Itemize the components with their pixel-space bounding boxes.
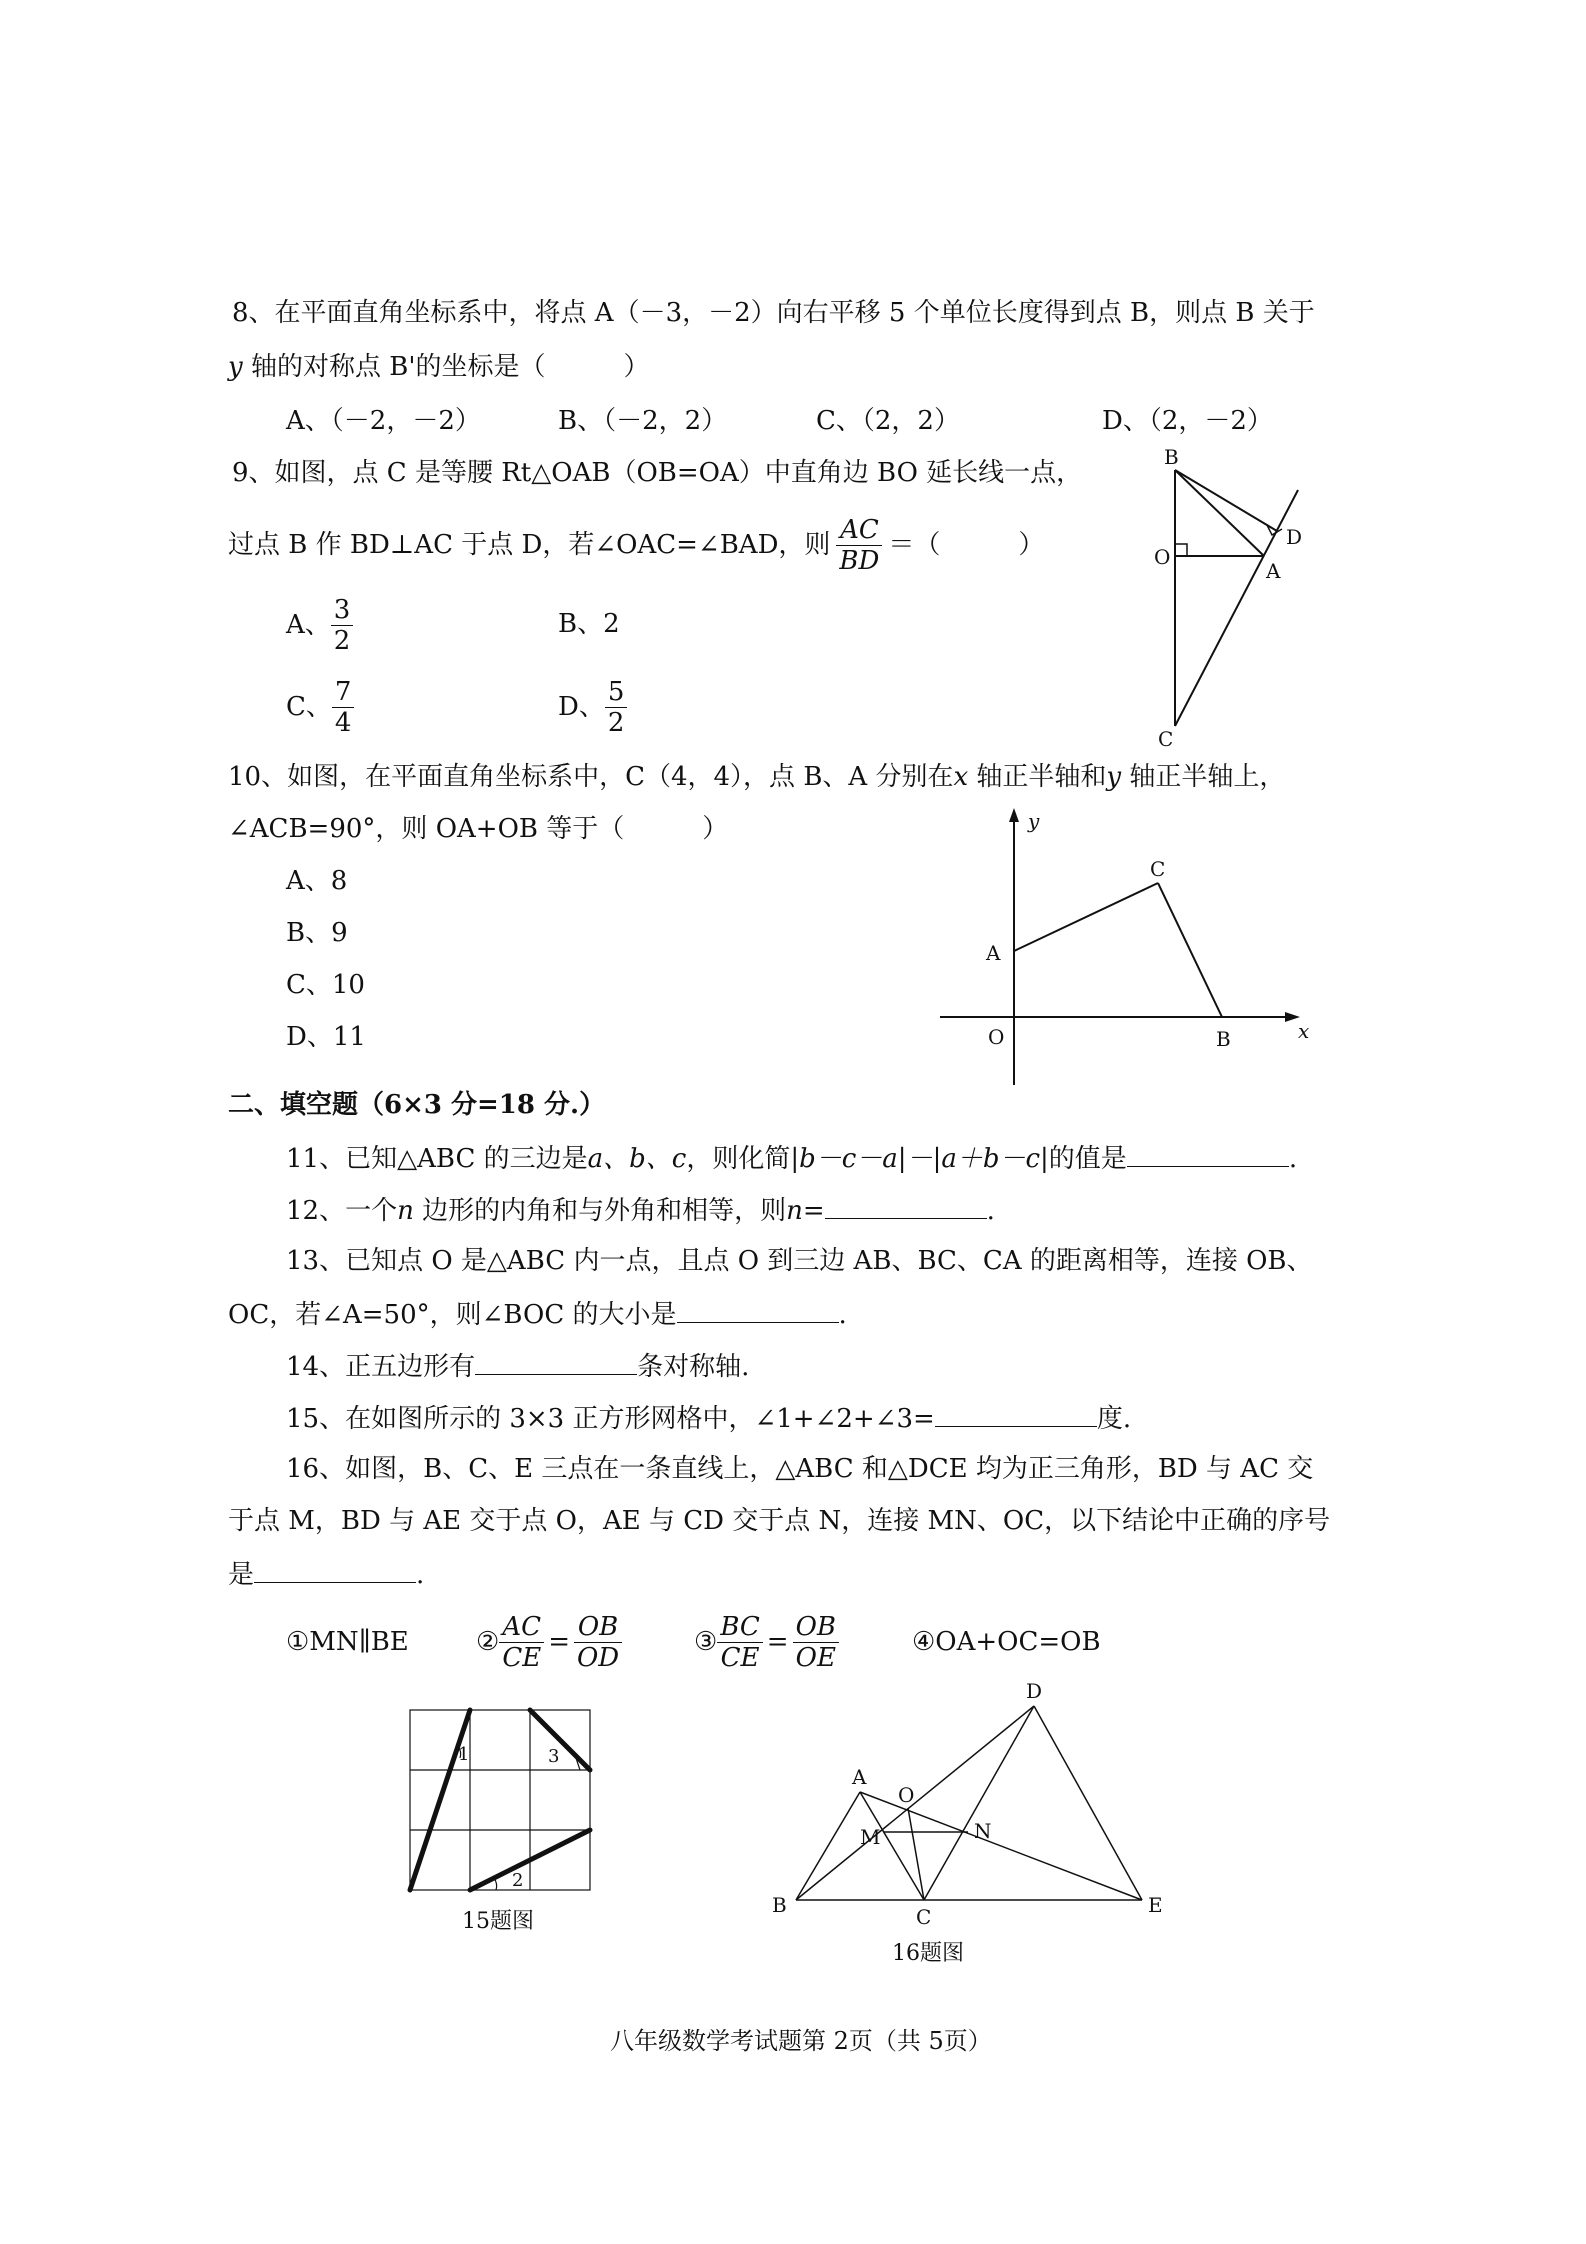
q16-opt2-prefix: ② <box>476 1627 500 1657</box>
q9-opt-d-frac <box>605 677 628 738</box>
q16-opt3-frac2 <box>793 1612 839 1673</box>
q9-line2-end: ＝（ ） <box>888 530 1045 560</box>
q9-label-c: C <box>1158 727 1174 751</box>
q14-text-b: 条对称轴. <box>637 1352 750 1382</box>
q16-opt3-prefix: ③ <box>694 1627 718 1657</box>
q12-var-n2: n <box>786 1196 803 1226</box>
q8-line1: 8、在平面直角坐标系中，将点 A（－3，－2）向右平移 5 个单位长度得到点 B，则点 B 关于 <box>232 298 1315 328</box>
q16-line3-end: . <box>416 1560 425 1590</box>
fig16-label-m: M <box>860 1825 881 1849</box>
fig15-angle-label-2: 2 <box>512 1870 524 1891</box>
q10-line1c: 轴正半轴上， <box>1121 762 1286 792</box>
q10-figure <box>930 800 1320 1090</box>
q9-line2 <box>228 510 1044 580</box>
q9-option-c <box>286 672 354 742</box>
fig15-caption: 15题图 <box>462 1909 534 1934</box>
q10-option-a: A、8 <box>286 866 348 896</box>
q16-opt2-d1: CE <box>502 1642 542 1673</box>
q16-line3-text: 是 <box>228 1560 255 1590</box>
q9-figure <box>1130 440 1330 750</box>
q9-opt-c-frac <box>332 677 355 738</box>
q13-line2-text: OC，若∠A=50°，则∠BOC 的大小是 <box>228 1300 677 1330</box>
q16-opt1: ①MN∥BE <box>286 1627 409 1657</box>
q10-option-d: D、11 <box>286 1022 366 1052</box>
q16-line2: 于点 M，BD 与 AE 交于点 O，AE 与 CD 交于点 N，连接 MN、OC，以下结论中正确的序号 <box>228 1506 1331 1536</box>
q9-opt-c-prefix: C、 <box>286 692 332 722</box>
q13-answer-blank <box>677 1296 839 1323</box>
q9-line1: 9、如图，点 C 是等腰 Rt△OAB（OB=OA）中直角边 BO 延长线一点， <box>232 458 1083 488</box>
q11-text-c: 的值是 <box>1048 1144 1127 1174</box>
q9-fraction <box>836 515 882 576</box>
q16-opt3-n1: BC <box>717 1612 762 1643</box>
q9-opt-c-den: 4 <box>334 707 352 738</box>
q11-vars: a、b、c <box>587 1144 687 1174</box>
q12-text-c: = <box>802 1196 825 1226</box>
q8-var-y: y <box>228 352 243 382</box>
q12-text-b: 边形的内角和与外角和相等，则 <box>413 1196 787 1226</box>
q9-label-d: D <box>1286 525 1303 549</box>
q10-line2: ∠ACB=90°，则 OA+OB 等于（ ） <box>228 814 729 844</box>
fig15-segment-1 <box>410 1710 470 1890</box>
q15-text-b: 度. <box>1096 1404 1132 1434</box>
q10-label-b: B <box>1216 1027 1231 1051</box>
q9-option-d <box>558 672 627 742</box>
q9-line-cd <box>1175 490 1298 726</box>
q16-opt4: ④OA+OC=OB <box>912 1627 1101 1657</box>
q10-label-o: O <box>988 1025 1005 1049</box>
q9-opt-a-num: 3 <box>331 595 354 626</box>
fig16-line-ae <box>860 1792 1142 1900</box>
q16-opt3 <box>694 1604 839 1680</box>
fig15-angle-label-3: 3 <box>548 1746 560 1767</box>
q8-line2-text: 轴的对称点 B'的坐标是（ ） <box>242 352 650 382</box>
fig16-label-e: E <box>1148 1893 1163 1917</box>
q16-opt2-equals: = <box>548 1627 570 1657</box>
q13-end: . <box>838 1300 847 1330</box>
q16-answer-blank <box>254 1556 416 1583</box>
page-footer: 八年级数学考试题第 2页（共 5页） <box>610 2027 992 2055</box>
q10-line-cb <box>1158 883 1222 1017</box>
q9-line-ab <box>1175 470 1264 556</box>
q10-label-y: y <box>1028 809 1040 833</box>
fig16-line-de <box>1034 1706 1142 1900</box>
q16-line1: 16、如图，B、C、E 三点在一条直线上，△ABC 和△DCE 均为正三角形，BD 与 AC 交 <box>286 1454 1314 1484</box>
q16-opt2 <box>476 1604 622 1680</box>
fig16-label-b: B <box>772 1893 787 1917</box>
fig15-angle-label-1: 1 <box>458 1744 470 1765</box>
q12-answer-blank <box>825 1192 987 1219</box>
fig16-label-d: D <box>1026 1679 1043 1703</box>
q9-line-bd <box>1175 470 1277 531</box>
q9-option-a <box>286 590 353 660</box>
section2-title: 二、填空题（6×3 分=18 分.） <box>228 1090 606 1120</box>
q8-option-d: D、（2，－2） <box>1102 406 1273 436</box>
q16-line3 <box>228 1556 424 1592</box>
q16-opt3-d2: OE <box>795 1642 836 1673</box>
q9-opt-c-num: 7 <box>332 677 355 708</box>
q15 <box>286 1400 1131 1436</box>
q11 <box>286 1140 1297 1176</box>
fig16-line-cd <box>924 1706 1034 1900</box>
q12-var-n: n <box>397 1196 414 1226</box>
q9-label-o: O <box>1154 545 1171 569</box>
q10-var-x: x <box>953 762 969 792</box>
q10-line-ac <box>1014 883 1158 951</box>
q11-text-a: 11、已知△ABC 的三边是 <box>286 1144 588 1174</box>
fig16-label-c: C <box>916 1905 932 1929</box>
q9-label-b: B <box>1164 445 1179 469</box>
q10-label-c: C <box>1150 857 1166 881</box>
q16-opt3-d1: CE <box>720 1642 760 1673</box>
q14-answer-blank <box>475 1348 637 1375</box>
fig15-segment-3 <box>530 1710 590 1770</box>
q14 <box>286 1348 749 1384</box>
q9-frac-den: BD <box>839 545 880 576</box>
fig15-arc-2 <box>494 1878 497 1890</box>
fig16-caption: 16题图 <box>892 1941 964 1966</box>
q9-option-b: B、2 <box>558 609 620 639</box>
q8-option-c: C、（2，2） <box>816 406 960 436</box>
q12 <box>286 1192 995 1228</box>
q10-label-x: x <box>1298 1019 1310 1043</box>
q16-opt2-n2: OB <box>574 1612 622 1643</box>
q16-opt2-d2: OD <box>576 1642 620 1673</box>
q10-line1a: 10、如图，在平面直角坐标系中，C（4，4），点 B、A 分别在 <box>228 762 954 792</box>
fig16-line-ba <box>796 1792 860 1900</box>
q14-text-a: 14、正五边形有 <box>286 1352 476 1382</box>
q10-line1b: 轴正半轴和 <box>968 762 1107 792</box>
q9-opt-d-den: 2 <box>607 707 625 738</box>
q15-text-a: 15、在如图所示的 3×3 正方形网格中，∠1+∠2+∠3= <box>286 1404 935 1434</box>
q15-answer-blank <box>935 1400 1097 1427</box>
q9-opt-a-prefix: A、 <box>286 610 331 640</box>
q12-text-a: 12、一个 <box>286 1196 398 1226</box>
q9-label-a: A <box>1266 559 1281 583</box>
q9-opt-a-frac <box>331 595 354 656</box>
q16-opt3-equals: = <box>766 1627 789 1657</box>
fig16-figure <box>760 1680 1180 1970</box>
q13-line2 <box>228 1296 847 1332</box>
q16-opt2-frac2 <box>574 1612 622 1673</box>
q9-opt-a-den: 2 <box>333 625 351 656</box>
q10-y-arrow <box>1009 808 1019 822</box>
q9-line2-text: 过点 B 作 BD⊥AC 于点 D，若∠OAC=∠BAD，则 <box>228 530 831 560</box>
q16-opt2-frac1 <box>499 1612 544 1673</box>
q9-frac-num: AC <box>836 515 882 546</box>
q10-var-y: y <box>1106 762 1122 792</box>
fig15-grid-border <box>410 1710 590 1890</box>
q11-text-b: ，则化简 <box>686 1144 791 1174</box>
fig16-label-a: A <box>852 1765 867 1789</box>
q8-option-b: B、（－2，2） <box>558 406 728 436</box>
q10-line1 <box>228 760 1285 794</box>
fig15-grid-figure <box>400 1700 620 1950</box>
fig16-label-o: O <box>898 1783 915 1807</box>
q10-option-c: C、10 <box>286 970 365 1000</box>
q8-option-a: A、（－2，－2） <box>286 406 481 436</box>
q11-answer-blank <box>1127 1140 1289 1167</box>
q12-end: . <box>986 1196 995 1226</box>
q8-line2 <box>228 350 650 384</box>
q9-right-angle-o <box>1175 544 1187 556</box>
q16-opt3-frac1 <box>717 1612 762 1673</box>
fig16-line-bd <box>796 1706 1034 1900</box>
q13-line1: 13、已知点 O 是△ABC 内一点，且点 O 到三边 AB、BC、CA 的距离相等，连接 OB、 <box>286 1246 1313 1276</box>
q10-option-b: B、9 <box>286 918 348 948</box>
q9-opt-d-prefix: D、 <box>558 692 605 722</box>
q11-end: . <box>1288 1144 1298 1174</box>
q9-opt-d-num: 5 <box>605 677 628 708</box>
q10-label-a: A <box>986 941 1001 965</box>
fig16-label-n: N <box>974 1819 992 1843</box>
q16-opt2-n1: AC <box>499 1612 544 1643</box>
q11-expression: |b－c－a|－|a＋b－c| <box>790 1144 1049 1174</box>
q16-opt3-n2: OB <box>793 1612 839 1643</box>
